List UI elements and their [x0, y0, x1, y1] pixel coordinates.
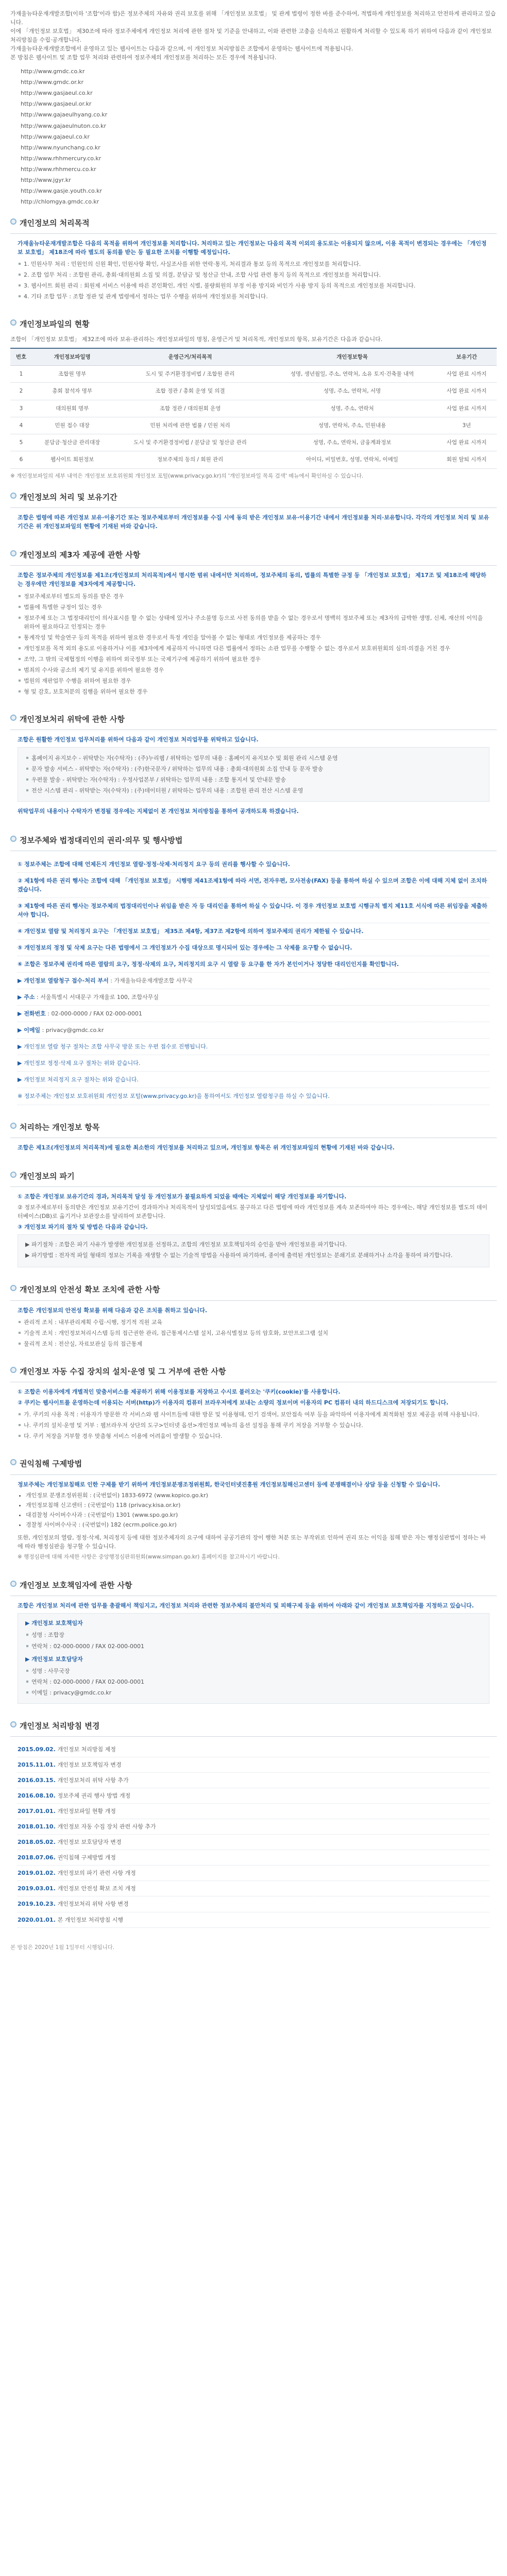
privacy-file-table [10, 348, 497, 469]
history-row [18, 1773, 489, 1788]
history-text: 개인정보의 파기 관련 사항 개정 [57, 1870, 136, 1877]
website-link[interactable]: http://www.nyunchang.co.kr [21, 144, 100, 151]
history-row [18, 1819, 489, 1835]
history-date: 2018.05.02. [18, 1839, 56, 1846]
history-row [18, 1866, 489, 1881]
contact-row: ▶ 전화번호 : 02-000-0000 / FAX 02-000-0001 [18, 1006, 489, 1022]
contact-row: ▶ 이메일 : privacy@gmdc.co.kr [18, 1022, 489, 1039]
section-title: 개인정보 자동 수집 장치의 설치·운영 및 그 거부에 관한 사항 [20, 1366, 226, 1376]
agency-item: • 개인정보침해 신고센터 : (국번없이) 118 (privacy.kisa.or.kr) [26, 1501, 489, 1510]
section-marker-icon [10, 715, 16, 721]
table-cell: 4 [10, 417, 32, 434]
history-date: 2019.03.01. [18, 1885, 56, 1892]
history-text: 개인정보 안전성 확보 조치 개정 [57, 1885, 136, 1892]
section-marker-icon [10, 1581, 16, 1587]
list-item: 문자 발송 서비스 - 위탁받는 자(수탁자) : (주)한국문자 / 위탁하는 업무의 내용 : 총회·대의원회 소집 안내 등 문자 발송 [25, 764, 482, 774]
website-link[interactable]: http://chlomgya.gmdc.co.kr [21, 198, 99, 205]
section-files [10, 318, 497, 480]
table-cell: 성명, 생년월일, 주소, 연락처, 소유 토지·건축물 내역 [268, 365, 436, 382]
table-cell: 5 [10, 434, 32, 451]
section-marker-icon [10, 1721, 16, 1727]
staff-detail: 성명 : 사무국장 [25, 1666, 482, 1676]
section-title: 개인정보의 파기 [20, 1171, 75, 1181]
history-text: 개인정보 보호책임자 변경 [57, 1761, 122, 1769]
section-cookies [10, 1366, 497, 1447]
section-purpose [10, 217, 497, 308]
history-row [18, 1804, 489, 1819]
history-date: 2015.11.01. [18, 1761, 56, 1769]
procedure-row: ▶ 개인정보 정정·삭제 요구 절차는 위와 같습니다. [18, 1055, 489, 1072]
destruction-box [18, 1234, 489, 1267]
history-row [18, 1835, 489, 1850]
history-date: 2019.10.23. [18, 1901, 56, 1908]
history-date: 2015.09.02. [18, 1746, 56, 1753]
section-retention [10, 492, 497, 538]
officer-box [18, 1613, 489, 1703]
history-list [10, 1736, 497, 1933]
list-item: 개인정보를 목적 외의 용도로 이용하거나 이를 제3자에게 제공하지 아니하면 다른 법률에서 정하는 소관 업무를 수행할 수 없는 경우로서 보호위원회의 심의·의결을 거친 경우 [18, 643, 489, 654]
list-item: 나. 쿠키의 설치·운영 및 거부 : 웹브라우저 상단의 도구>인터넷 옵션>개인정보 메뉴의 옵션 설정을 통해 쿠키 저장을 거부할 수 있습니다. [18, 1420, 489, 1431]
list-item: 조약, 그 밖의 국제협정의 이행을 위하여 외국정부 또는 국제기구에 제공하기 위하여 필요한 경우 [18, 654, 489, 665]
table-cell: 3 [10, 400, 32, 417]
intro-paragraph: 가재울뉴타운재개발조합(이하 '조합'이라 함)은 정보주체의 자유와 권리 보호를 위해 「개인정보 보호법」 및 관계 법령이 정한 바를 준수하여, 적법하게 개인정보를 처리하고 안전하게 관리하고 있습니다. [10, 10, 496, 26]
section-title: 개인정보 보호책임자에 관한 사항 [20, 1581, 132, 1590]
section-third-party [10, 549, 497, 702]
section-title: 개인정보의 처리목적 [20, 218, 90, 228]
agency-item: • 개인정보 분쟁조정위원회 : (국번없이) 1833-6972 (www.kopico.go.kr) [26, 1491, 489, 1500]
intro-paragraph: 본 방침은 웹사이트 및 조합 업무 처리와 관련하여 정보주체의 개인정보를 처리하는 모든 경우에 적용됩니다. [10, 54, 277, 61]
intro-paragraph: 가재울뉴타운재개발조합에서 운영하고 있는 웹사이트는 다음과 같으며, 이 개인정보 처리방침은 조합에서 운영하는 웹사이트에 적용됩니다. [10, 45, 353, 53]
section-security [10, 1284, 497, 1354]
section-title: 정보주체와 법정대리인의 권리·의무 및 행사방법 [20, 835, 183, 845]
online-request-note: ※ 정보주체는 개인정보 보호위원회 개인정보 포털(www.privacy.go.kr)을 통하여서도 개인정보 열람청구를 하실 수 있습니다. [18, 1088, 489, 1105]
list-item: 법률에 특별한 규정이 있는 경우 [18, 602, 489, 613]
intro-paragraph: 이에 「개인정보 보호법」 제30조에 따라 정보주체에게 개인정보 처리에 관한 절차 및 기준을 안내하고, 이와 관련한 고충을 신속하고 원활하게 처리할 수 있도록 하기 위하여 다음과 같이 개인정보 처리방침을 수립·공개합니다. [10, 28, 492, 44]
agency-item: • 대검찰청 사이버수사과 : (국번없이) 1301 (www.spo.go.kr) [26, 1511, 489, 1519]
section-title: 개인정보파일의 현황 [20, 319, 90, 329]
list-item: 1. 민원사무 처리 : 민원인의 신원 확인, 민원사항 확인, 사실조사를 위한 연락·통지, 처리결과 통보 등의 목적으로 개인정보를 처리합니다. [18, 259, 489, 269]
table-cell: 민원 처리에 관한 법률 / 민원 처리 [112, 417, 267, 434]
section-text: 조합은 법령에 따른 개인정보 보유·이용기간 또는 정보주체로부터 개인정보를 수집 시에 동의 받은 개인정보 보유·이용기간 내에서 개인정보를 처리·보유합니다. 각각의 개인정보 처리 및 보유기간은 위 개인정보파일의 현황에 기재된 바와 같습니다. [18, 514, 489, 530]
history-row [18, 1788, 489, 1804]
section-marker-icon [10, 1285, 16, 1291]
rights-paragraph: ⑥ 조합은 정보주체 권리에 따른 열람의 요구, 정정·삭제의 요구, 처리정지의 요구 시 열람 등 요구를 한 자가 본인이거나 정당한 대리인인지를 확인합니다. [18, 956, 489, 973]
history-date: 2018.01.10. [18, 1823, 56, 1831]
history-text: 권익침해 구제방법 개정 [57, 1854, 116, 1861]
website-link[interactable]: http://www.gasje.youth.co.kr [21, 187, 102, 194]
table-cell: 사업 완료 시까지 [436, 400, 497, 417]
rights-paragraph: ② 제1항에 따른 권리 행사는 조합에 대해 「개인정보 보호법」 시행령 제41조제1항에 따라 서면, 전자우편, 모사전송(FAX) 등을 통하여 하실 수 있으며 조합은 이에 대해 지체 없이 조치하겠습니다. [18, 873, 489, 898]
list-item: 가. 쿠키의 사용 목적 : 이용자가 방문한 각 서비스와 웹 사이트들에 대한 방문 및 이용형태, 인기 검색어, 보안접속 여부 등을 파악하여 이용자에게 최적화된 정보 제공을 위해 사용됩니다. [18, 1409, 489, 1420]
section-text: 위탁업무의 내용이나 수탁자가 변경될 경우에는 지체없이 본 개인정보 처리방침을 통하여 공개하도록 하겠습니다. [18, 808, 299, 815]
intro [10, 9, 497, 62]
table-cell: 조합 정관 / 총회 운영 및 의결 [112, 383, 267, 400]
destruction-procedure: ▶ 파기절차 : 조합은 파기 사유가 발생한 개인정보를 선정하고, 조합의 개인정보 보호책임자의 승인을 받아 개인정보를 파기합니다. [25, 1241, 347, 1248]
contact-label: ▶ 이메일 [18, 1027, 41, 1034]
section-lead: 조합은 개인정보의 안전성 확보를 위해 다음과 같은 조치를 취하고 있습니다. [18, 1307, 208, 1314]
destruction-paragraph: ② 정보주체로부터 동의받은 개인정보 보유기간이 경과하거나 처리목적이 달성되었음에도 불구하고 다른 법령에 따라 개인정보를 계속 보존하여야 하는 경우에는, 해당 개인정보를 별도의 데이터베이스(DB)로 옮기거나 보관장소를 달리하여 보존합니다. [18, 1204, 488, 1220]
history-row [18, 1881, 489, 1896]
history-text: 개인정보파일 현황 개정 [57, 1808, 116, 1815]
website-link[interactable]: http://www.gajaeulhyang.co.kr [21, 111, 108, 118]
table-cell: 사업 완료 시까지 [436, 365, 497, 382]
table-cell: 성명, 주소, 연락처, 금융계좌정보 [268, 434, 436, 451]
list-item: 범죄의 수사와 공소의 제기 및 유지를 위하여 필요한 경우 [18, 665, 489, 675]
destruction-paragraph: ③ 개인정보 파기의 절차 및 방법은 다음과 같습니다. [18, 1224, 148, 1231]
section-text: 조합은 제1조(개인정보의 처리목적)에 필요한 최소한의 개인정보를 처리하고 있으며, 개인정보 항목은 위 개인정보파일의 현황에 기재된 바와 같습니다. [18, 1144, 395, 1151]
history-date: 2020.01.01. [18, 1916, 56, 1923]
section-officer [10, 1580, 497, 1709]
history-text: 개인정보 보호담당자 변경 [57, 1839, 122, 1846]
website-link[interactable]: http://www.rhhmercury.co.kr [21, 155, 102, 162]
history-row [18, 1850, 489, 1866]
history-date: 2019.01.02. [18, 1870, 56, 1877]
footer-note: 본 방침은 2020년 1월 1일부터 시행됩니다. [10, 1944, 115, 1951]
rights-paragraph: ⑤ 개인정보의 정정 및 삭제 요구는 다른 법령에서 그 개인정보가 수집 대상으로 명시되어 있는 경우에는 그 삭제를 요구할 수 없습니다. [18, 940, 489, 956]
list-item: 다. 쿠키 저장을 거부할 경우 맞춤형 서비스 이용에 어려움이 발생할 수 있습니다. [18, 1431, 489, 1442]
table-cell: 1 [10, 365, 32, 382]
destruction-paragraph: ① 조합은 개인정보 보유기간의 경과, 처리목적 달성 등 개인정보가 불필요하게 되었을 때에는 지체없이 해당 개인정보를 파기합니다. [18, 1193, 347, 1200]
history-row [18, 1757, 489, 1773]
list-item: 4. 기타 조합 업무 : 조합 정관 및 관계 법령에서 정하는 업무 수행을 위하여 개인정보를 처리합니다. [18, 291, 489, 302]
list-item: 정보주체 또는 그 법정대리인이 의사표시를 할 수 없는 상태에 있거나 주소불명 등으로 사전 동의를 받을 수 없는 경우로서 명백히 정보주체 또는 제3자의 급박한 생명, 신체, 재산의 이익을 위하여 필요하다고 인정되는 경우 [18, 613, 489, 632]
history-row [18, 1896, 489, 1912]
website-link[interactable]: http://www.gajaeulnuton.co.kr [21, 122, 106, 129]
table-row [10, 417, 497, 434]
rights-paragraph: ③ 제1항에 따른 권리 행사는 정보주체의 법정대리인이나 위임을 받은 자 등 대리인을 통하여 하실 수 있습니다. 이 경우 개인정보 보호법 시행규칙 별지 제11호 서식에 따른 위임장을 제출하셔야 합니다. [18, 898, 489, 923]
list-item: 정보주체로부터 별도의 동의를 받은 경우 [18, 591, 489, 602]
table-row [10, 400, 497, 417]
history-row [18, 1912, 489, 1928]
section-items [10, 1122, 497, 1159]
contact-row: ▶ 주소 : 서울특별시 서대문구 가재울로 100, 조합사무실 [18, 989, 489, 1006]
section-marker-icon [10, 218, 16, 225]
table-cell: 6 [10, 451, 32, 468]
table-row [10, 451, 497, 468]
table-row [10, 383, 497, 400]
section-marker-icon [10, 1172, 16, 1178]
history-date: 2016.08.10. [18, 1792, 56, 1800]
list-item: 기술적 조치 : 개인정보처리시스템 등의 접근권한 관리, 접근통제시스템 설치, 고유식별정보 등의 암호화, 보안프로그램 설치 [18, 1328, 489, 1338]
table-cell: 회원 탈퇴 시까지 [436, 451, 497, 468]
list-item: 홈페이지 유지보수 - 위탁받는 자(수탁자) : (주)누리웹 / 위탁하는 업무의 내용 : 홈페이지 유지보수 및 회원 관리 시스템 운영 [25, 753, 482, 764]
section-marker-icon [10, 493, 16, 499]
contact-email[interactable]: privacy@gmdc.co.kr [45, 1027, 104, 1034]
history-row [18, 1742, 489, 1757]
contact-value: 가재울뉴타운재개발조합 사무국 [114, 977, 193, 985]
history-text: 개인정보 처리방침 제정 [57, 1746, 116, 1753]
history-text: 개인정보 자동 수집 장치 관련 사항 추가 [57, 1823, 156, 1831]
section-title: 개인정보 처리방침 변경 [20, 1721, 100, 1731]
website-list [10, 67, 497, 206]
website-link[interactable]: http://www.gasjaeul.co.kr [21, 90, 93, 97]
contact-row: ▶ 개인정보 열람청구 접수·처리 부서 : 가재울뉴타운재개발조합 사무국 [18, 973, 489, 989]
website-link[interactable]: http://www.rhhmercu.co.kr [21, 165, 96, 173]
table-cell: 사업 완료 시까지 [436, 383, 497, 400]
list-item: 관리적 조치 : 내부관리계획 수립·시행, 정기적 직원 교육 [18, 1317, 489, 1328]
procedure-row: ▶ 개인정보 처리정지 요구 절차는 위와 같습니다. [18, 1072, 489, 1088]
officer-detail: 성명 : 조합장 [25, 1630, 482, 1640]
table-cell: 사업 완료 시까지 [436, 434, 497, 451]
table-cell: 아이디, 비밀번호, 성명, 연락처, 이메일 [268, 451, 436, 468]
table-cell: 웹사이트 회원정보 [32, 451, 112, 468]
table-header: 번호 [10, 348, 32, 366]
section-title: 개인정보의 처리 및 보유기간 [20, 492, 117, 502]
table-cell: 민원 접수 대장 [32, 417, 112, 434]
officer-detail: 연락처 : 02-000-0000 / FAX 02-000-0001 [25, 1641, 482, 1652]
section-remedy [10, 1458, 497, 1568]
agency-item: • 경찰청 사이버수사국 : (국번없이) 182 (ecrm.police.go.kr) [26, 1520, 489, 1529]
contact-value: 서울특별시 서대문구 가재울로 100, 조합사무실 [40, 994, 159, 1001]
table-cell: 조합 정관 / 대의원회 운영 [112, 400, 267, 417]
website-link[interactable]: http://www.gmdc.co.kr [21, 68, 85, 75]
list-item: 전산 시스템 관리 - 위탁받는 자(수탁자) : (주)데이터원 / 위탁하는 업무의 내용 : 조합원 관리 전산 시스템 운영 [25, 785, 482, 796]
table-cell: 도시 및 주거환경정비법 / 분담금 및 청산금 관리 [112, 434, 267, 451]
website-link[interactable]: http://www.gasjaeul.or.kr [21, 100, 92, 108]
section-rights [10, 835, 497, 1110]
table-cell: 성명, 주소, 연락처 [268, 400, 436, 417]
table-cell: 대의원회 명부 [32, 400, 112, 417]
cookie-paragraph: ① 조합은 이용자에게 개별적인 맞춤서비스를 제공하기 위해 이용정보를 저장하고 수시로 불러오는 '쿠키(cookie)'를 사용합니다. [18, 1388, 341, 1396]
section-lead: 조합은 원활한 개인정보 업무처리를 위하여 다음과 같이 개인정보 처리업무를 위탁하고 있습니다. [18, 736, 259, 743]
contact-value: 02-000-0000 / FAX 02-000-0001 [51, 1010, 142, 1018]
procedure-row: ▶ 개인정보 열람 청구 절차는 조합 사무국 방문 또는 우편 접수로 진행됩니다. [18, 1039, 489, 1055]
history-text: 개인정보처리 위탁 사항 추가 [57, 1777, 129, 1784]
contact-label: ▶ 전화번호 [18, 1010, 46, 1018]
table-cell: 성명, 주소, 연락처, 서명 [268, 383, 436, 400]
section-marker-icon [10, 1459, 16, 1465]
table-cell: 도시 및 주거환경정비법 / 조합원 관리 [112, 365, 267, 382]
history-date: 2018.07.06. [18, 1854, 56, 1861]
destruction-method: ▶ 파기방법 : 전자적 파일 형태의 정보는 기록을 재생할 수 없는 기술적 방법을 사용하여 파기하며, 종이에 출력된 개인정보는 분쇄기로 분쇄하거나 소각을 통하여 파기합니다. [25, 1252, 453, 1259]
section-history [10, 1720, 497, 1933]
table-header-row [10, 348, 497, 366]
website-link[interactable]: http://www.gmdc.or.kr [21, 79, 84, 86]
list-item: 물리적 조치 : 전산실, 자료보관실 등의 접근통제 [18, 1338, 489, 1349]
table-cell: 정보주체의 동의 / 회원 관리 [112, 451, 267, 468]
table-cell: 총회 참석자 명부 [32, 383, 112, 400]
section-text: 또한, 개인정보의 열람, 정정·삭제, 처리정지 등에 대한 정보주체자의 요구에 대하여 공공기관의 장이 행한 처분 또는 부작위로 인하여 권리 또는 이익을 침해 받은 자는 행정심판법이 정하는 바에 따라 행정심판을 청구할 수 있습니다. [18, 1534, 486, 1550]
section-marker-icon [10, 836, 16, 842]
section-title: 권익침해 구제방법 [20, 1459, 82, 1469]
section-lead: 조합은 정보주체의 개인정보를 제1조(개인정보의 처리목적)에서 명시한 범위 내에서만 처리하며, 정보주체의 동의, 법률의 특별한 규정 등 「개인정보 보호법」 제17조 및 제18조에 해당하는 경우에만 개인정보를 제3자에게 제공합니다. [18, 572, 486, 588]
list-item: 우편물 발송 - 위탁받는 자(수탁자) : 우정사업본부 / 위탁하는 업무의 내용 : 조합 통지서 및 안내문 발송 [25, 774, 482, 785]
section-title: 개인정보의 안전성 확보 조치에 관한 사항 [20, 1285, 160, 1295]
section-lead: 가재울뉴타운재개발조합은 다음의 목적을 위하여 개인정보를 처리합니다. 처리하고 있는 개인정보는 다음의 목적 이외의 용도로는 이용되지 않으며, 이용 목적이 변경되는 경우에는 「개인정보 보호법」 제18조에 따라 별도의 동의를 받는 등 필요한 조치를 이행할 예정입니다. [18, 240, 487, 256]
history-date: 2017.01.01. [18, 1808, 56, 1815]
table-header: 보유기간 [436, 348, 497, 366]
outsourcing-box [18, 747, 489, 802]
table-cell: 2 [10, 383, 32, 400]
section-lead: 조합은 개인정보 처리에 관한 업무를 총괄해서 책임지고, 개인정보 처리와 관련한 정보주체의 불만처리 및 피해구제 등을 위하여 아래와 같이 개인정보 보호책임자를 지정하고 있습니다. [18, 1602, 474, 1609]
table-header: 개인정보파일명 [32, 348, 112, 366]
staff-detail: 이메일 : privacy@gmdc.co.kr [25, 1687, 482, 1698]
section-marker-icon [10, 1123, 16, 1129]
table-cell: 성명, 연락처, 주소, 민원내용 [268, 417, 436, 434]
section-destruction [10, 1171, 497, 1273]
rights-paragraph: ① 정보주체는 조합에 대해 언제든지 개인정보 열람·정정·삭제·처리정지 요구 등의 권리를 행사할 수 있습니다. [18, 856, 489, 873]
section-title: 개인정보처리 위탁에 관한 사항 [20, 715, 125, 724]
table-row [10, 365, 497, 382]
cookie-paragraph: ② 쿠키는 웹사이트를 운영하는데 이용되는 서버(http)가 이용자의 컴퓨터 브라우저에게 보내는 소량의 정보이며 이용자의 PC 컴퓨터 내의 하드디스크에 저장되기도 합니다. [18, 1399, 449, 1406]
table-row [10, 434, 497, 451]
section-marker-icon [10, 550, 16, 556]
staff-title: ▶ 개인정보 보호담당자 [25, 1655, 83, 1663]
table-cell: 분담금·청산금 관리대장 [32, 434, 112, 451]
section-marker-icon [10, 1367, 16, 1373]
table-cell: 3년 [436, 417, 497, 434]
section-lead: 정보주체는 개인정보침해로 인한 구제를 받기 위하여 개인정보분쟁조정위원회, 한국인터넷진흥원 개인정보침해신고센터 등에 분쟁해결이나 상담 등을 신청할 수 있습니다. [18, 1481, 441, 1488]
section-outsourcing [10, 714, 497, 823]
privacy-policy-page [10, 0, 497, 1952]
section-title: 처리하는 개인정보 항목 [20, 1122, 100, 1132]
portal-note: ※ 행정심판에 대해 자세한 사항은 중앙행정심판위원회(www.simpan.go.kr) 홈페이지를 참고하시기 바랍니다. [18, 1553, 280, 1560]
section-title: 개인정보의 제3자 제공에 관한 사항 [20, 550, 141, 560]
agency-list [18, 1491, 489, 1529]
table-header: 개인정보항목 [268, 348, 436, 366]
list-item: 법원의 재판업무 수행을 위하여 필요한 경우 [18, 675, 489, 686]
section-marker-icon [10, 319, 16, 326]
table-cell: 조합원 명부 [32, 365, 112, 382]
history-text: 본 개인정보 처리방침 시행 [57, 1916, 123, 1923]
table-header: 운영근거/처리목적 [112, 348, 267, 366]
staff-detail: 연락처 : 02-000-0000 / FAX 02-000-0001 [25, 1676, 482, 1687]
list-item: 통계작성 및 학술연구 등의 목적을 위하여 필요한 경우로서 특정 개인을 알아볼 수 없는 형태로 개인정보를 제공하는 경우 [18, 632, 489, 643]
history-date: 2016.03.15. [18, 1777, 56, 1784]
website-link[interactable]: http://www.gajaeul.co.kr [21, 133, 90, 140]
contact-label: ▶ 개인정보 열람청구 접수·처리 부서 [18, 977, 109, 985]
officer-title: ▶ 개인정보 보호책임자 [25, 1620, 83, 1627]
website-link[interactable]: http://www.jgyr.kr [21, 176, 71, 183]
section-lead: 조합이 「개인정보 보호법」 제32조에 따라 보유·관리하는 개인정보파일의 명칭, 운영근거 및 처리목적, 개인정보의 항목, 보유기간은 다음과 같습니다. [10, 335, 383, 343]
rights-paragraph: ④ 개인정보 열람 및 처리정지 요구는 「개인정보 보호법」 제35조 제4항, 제37조 제2항에 의하여 정보주체의 권리가 제한될 수 있습니다. [18, 923, 489, 940]
list-item: 형 및 감호, 보호처분의 집행을 위하여 필요한 경우 [18, 686, 489, 697]
list-item: 2. 조합 업무 처리 : 조합원 관리, 총회·대의원회 소집 및 의결, 분담금 및 청산금 안내, 조합 사업 관련 통지 등의 목적으로 개인정보를 처리합니다. [18, 269, 489, 280]
list-item: 3. 웹사이트 회원 관리 : 회원제 서비스 이용에 따른 본인확인, 개인 식별, 불량회원의 부정 이용 방지와 비인가 사용 방지 등의 목적으로 개인정보를 처리합니다. [18, 280, 489, 291]
history-text: 개인정보처리 위탁 사항 변경 [57, 1901, 129, 1908]
history-text: 정보주체 권리 행사 방법 개정 [57, 1792, 131, 1800]
table-note: ※ 개인정보파일의 세부 내역은 개인정보 보호위원회 개인정보 포털(www.privacy.go.kr)의 '개인정보파일 목록 검색' 메뉴에서 확인하실 수 있습니다. [10, 472, 364, 479]
contact-label: ▶ 주소 [18, 994, 35, 1001]
